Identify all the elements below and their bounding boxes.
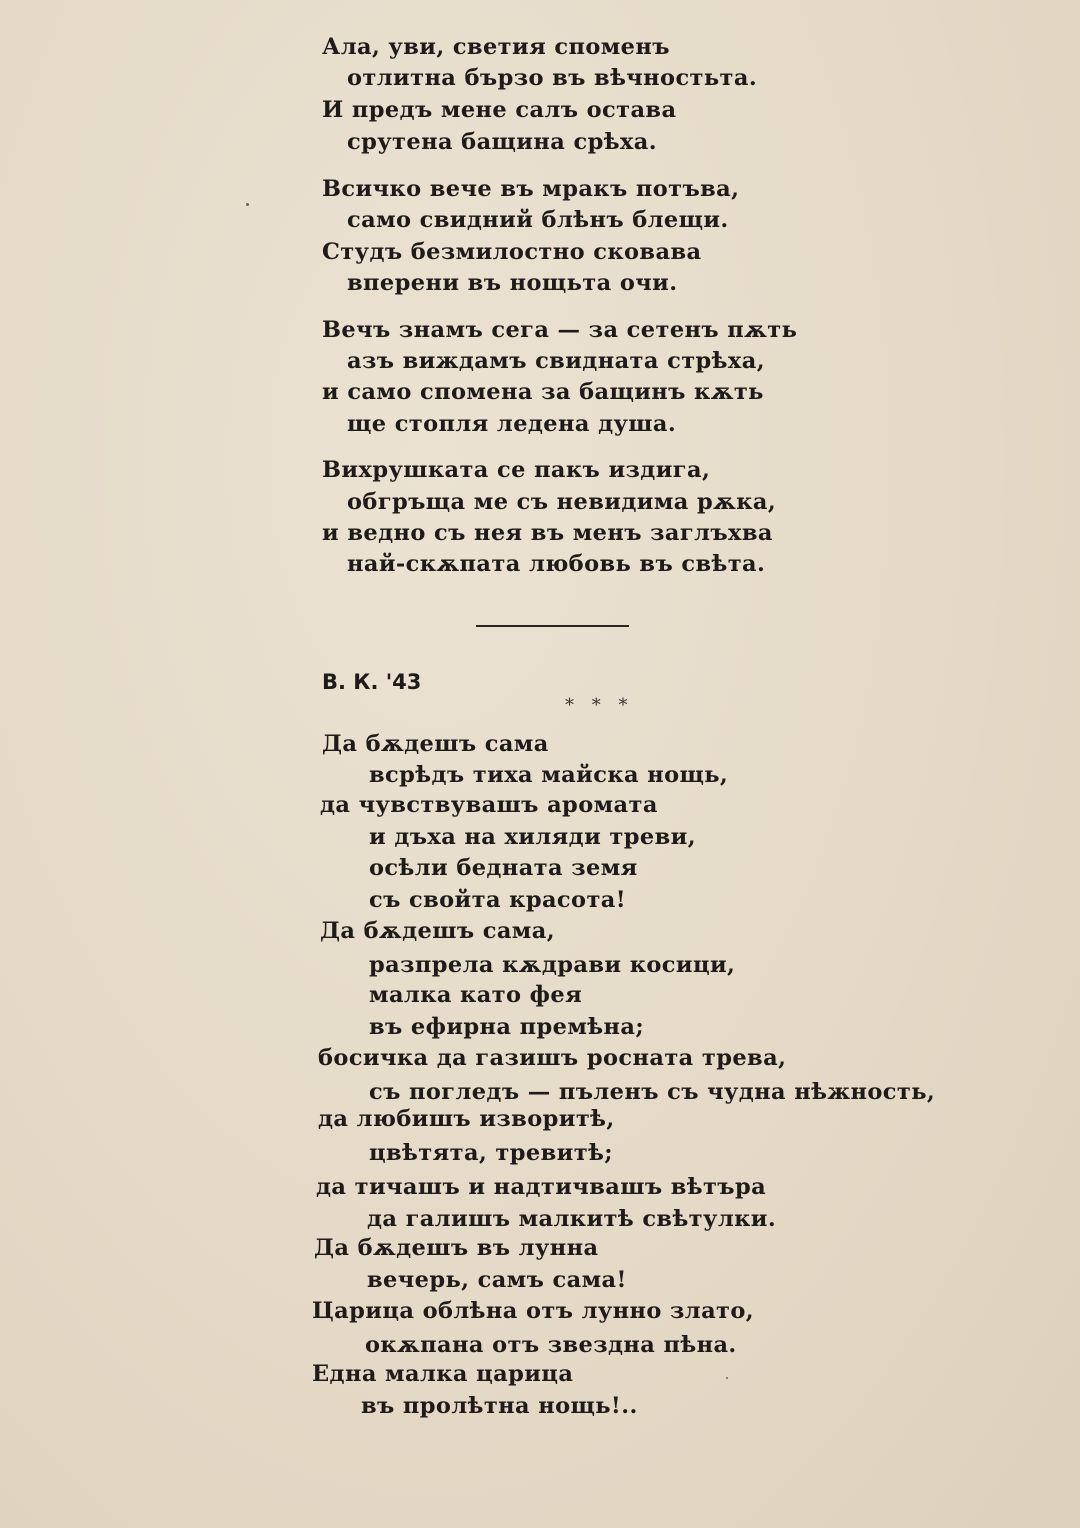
section-divider <box>476 625 629 627</box>
verse-line: вечерь, самъ сама! <box>367 1267 627 1293</box>
verse-line: Да бѫдешъ въ лунна <box>314 1235 599 1261</box>
verse-line: босичка да газишъ росната трева, <box>318 1045 787 1071</box>
verse-line: цвѣтята, тревитѣ; <box>369 1140 614 1166</box>
verse-line: Вечъ знамъ сега — за сетенъ пѫть <box>322 317 798 343</box>
verse-line: И предъ мене салъ остава <box>322 97 677 123</box>
verse-line: осѣли бедната земя <box>369 855 638 881</box>
verse-line: ще стопля ледена душа. <box>347 411 677 437</box>
verse-line: Да бѫдешъ сама <box>322 731 549 757</box>
verse-line: Една малка царица <box>312 1361 574 1387</box>
verse-line: азъ виждамъ свидната стрѣха, <box>347 348 765 374</box>
verse-line: Царица облѣна отъ лунно злато, <box>312 1298 755 1324</box>
verse-line: и ведно съ нея въ менъ заглъхва <box>322 520 773 546</box>
verse-line: окѫпана отъ звездна пѣна. <box>365 1332 737 1358</box>
verse-line: да чувствувашъ аромата <box>320 792 658 818</box>
verse-line: да тичашъ и надтичвашъ вѣтъра <box>316 1174 767 1200</box>
verse-line: само свидний блѣнъ блещи. <box>347 207 729 233</box>
verse-line: срутена бащина срѣха. <box>347 129 657 155</box>
verse-line: въ пролѣтна нощь!.. <box>361 1393 638 1419</box>
verse-line: Вихрушката се пакъ издига, <box>322 457 711 483</box>
verse-line: разпрела кѫдрави косици, <box>369 952 736 978</box>
verse-line: отлитна бързо въ вѣчностьта. <box>347 65 758 91</box>
verse-line: и дъха на хиляди треви, <box>369 824 696 850</box>
verse-line: малка като фея <box>369 982 583 1008</box>
verse-line: да любишъ изворитѣ, <box>318 1106 615 1132</box>
verse-line: Всичко вече въ мракъ потъва, <box>322 176 740 202</box>
verse-line: Ала, уви, светия споменъ <box>322 34 670 60</box>
author-signature: В. К. '43 <box>322 670 422 694</box>
verse-line: въ ефирна премѣна; <box>369 1014 645 1040</box>
ornament-asterisks: * * * <box>565 695 634 716</box>
verse-line: Студъ безмилостно сковава <box>322 239 702 265</box>
verse-line: Да бѫдешъ сама, <box>320 918 555 944</box>
verse-line: вперени въ нощьта очи. <box>347 270 678 296</box>
verse-line: и само спомена за бащинъ кѫть <box>322 379 764 405</box>
verse-line: обгръща ме съ невидима рѫка, <box>347 489 777 515</box>
verse-line: всрѣдъ тиха майска нощь, <box>369 762 729 788</box>
verse-line: съ свойта красота! <box>369 887 627 913</box>
paper-speck <box>246 203 249 206</box>
verse-line: съ погледъ — пъленъ съ чудна нѣжность, <box>369 1079 936 1105</box>
paper-speck <box>726 1377 728 1379</box>
verse-line: най-скѫпата любовь въ свѣта. <box>347 551 766 577</box>
verse-line: да галишъ малкитѣ свѣтулки. <box>367 1206 777 1232</box>
